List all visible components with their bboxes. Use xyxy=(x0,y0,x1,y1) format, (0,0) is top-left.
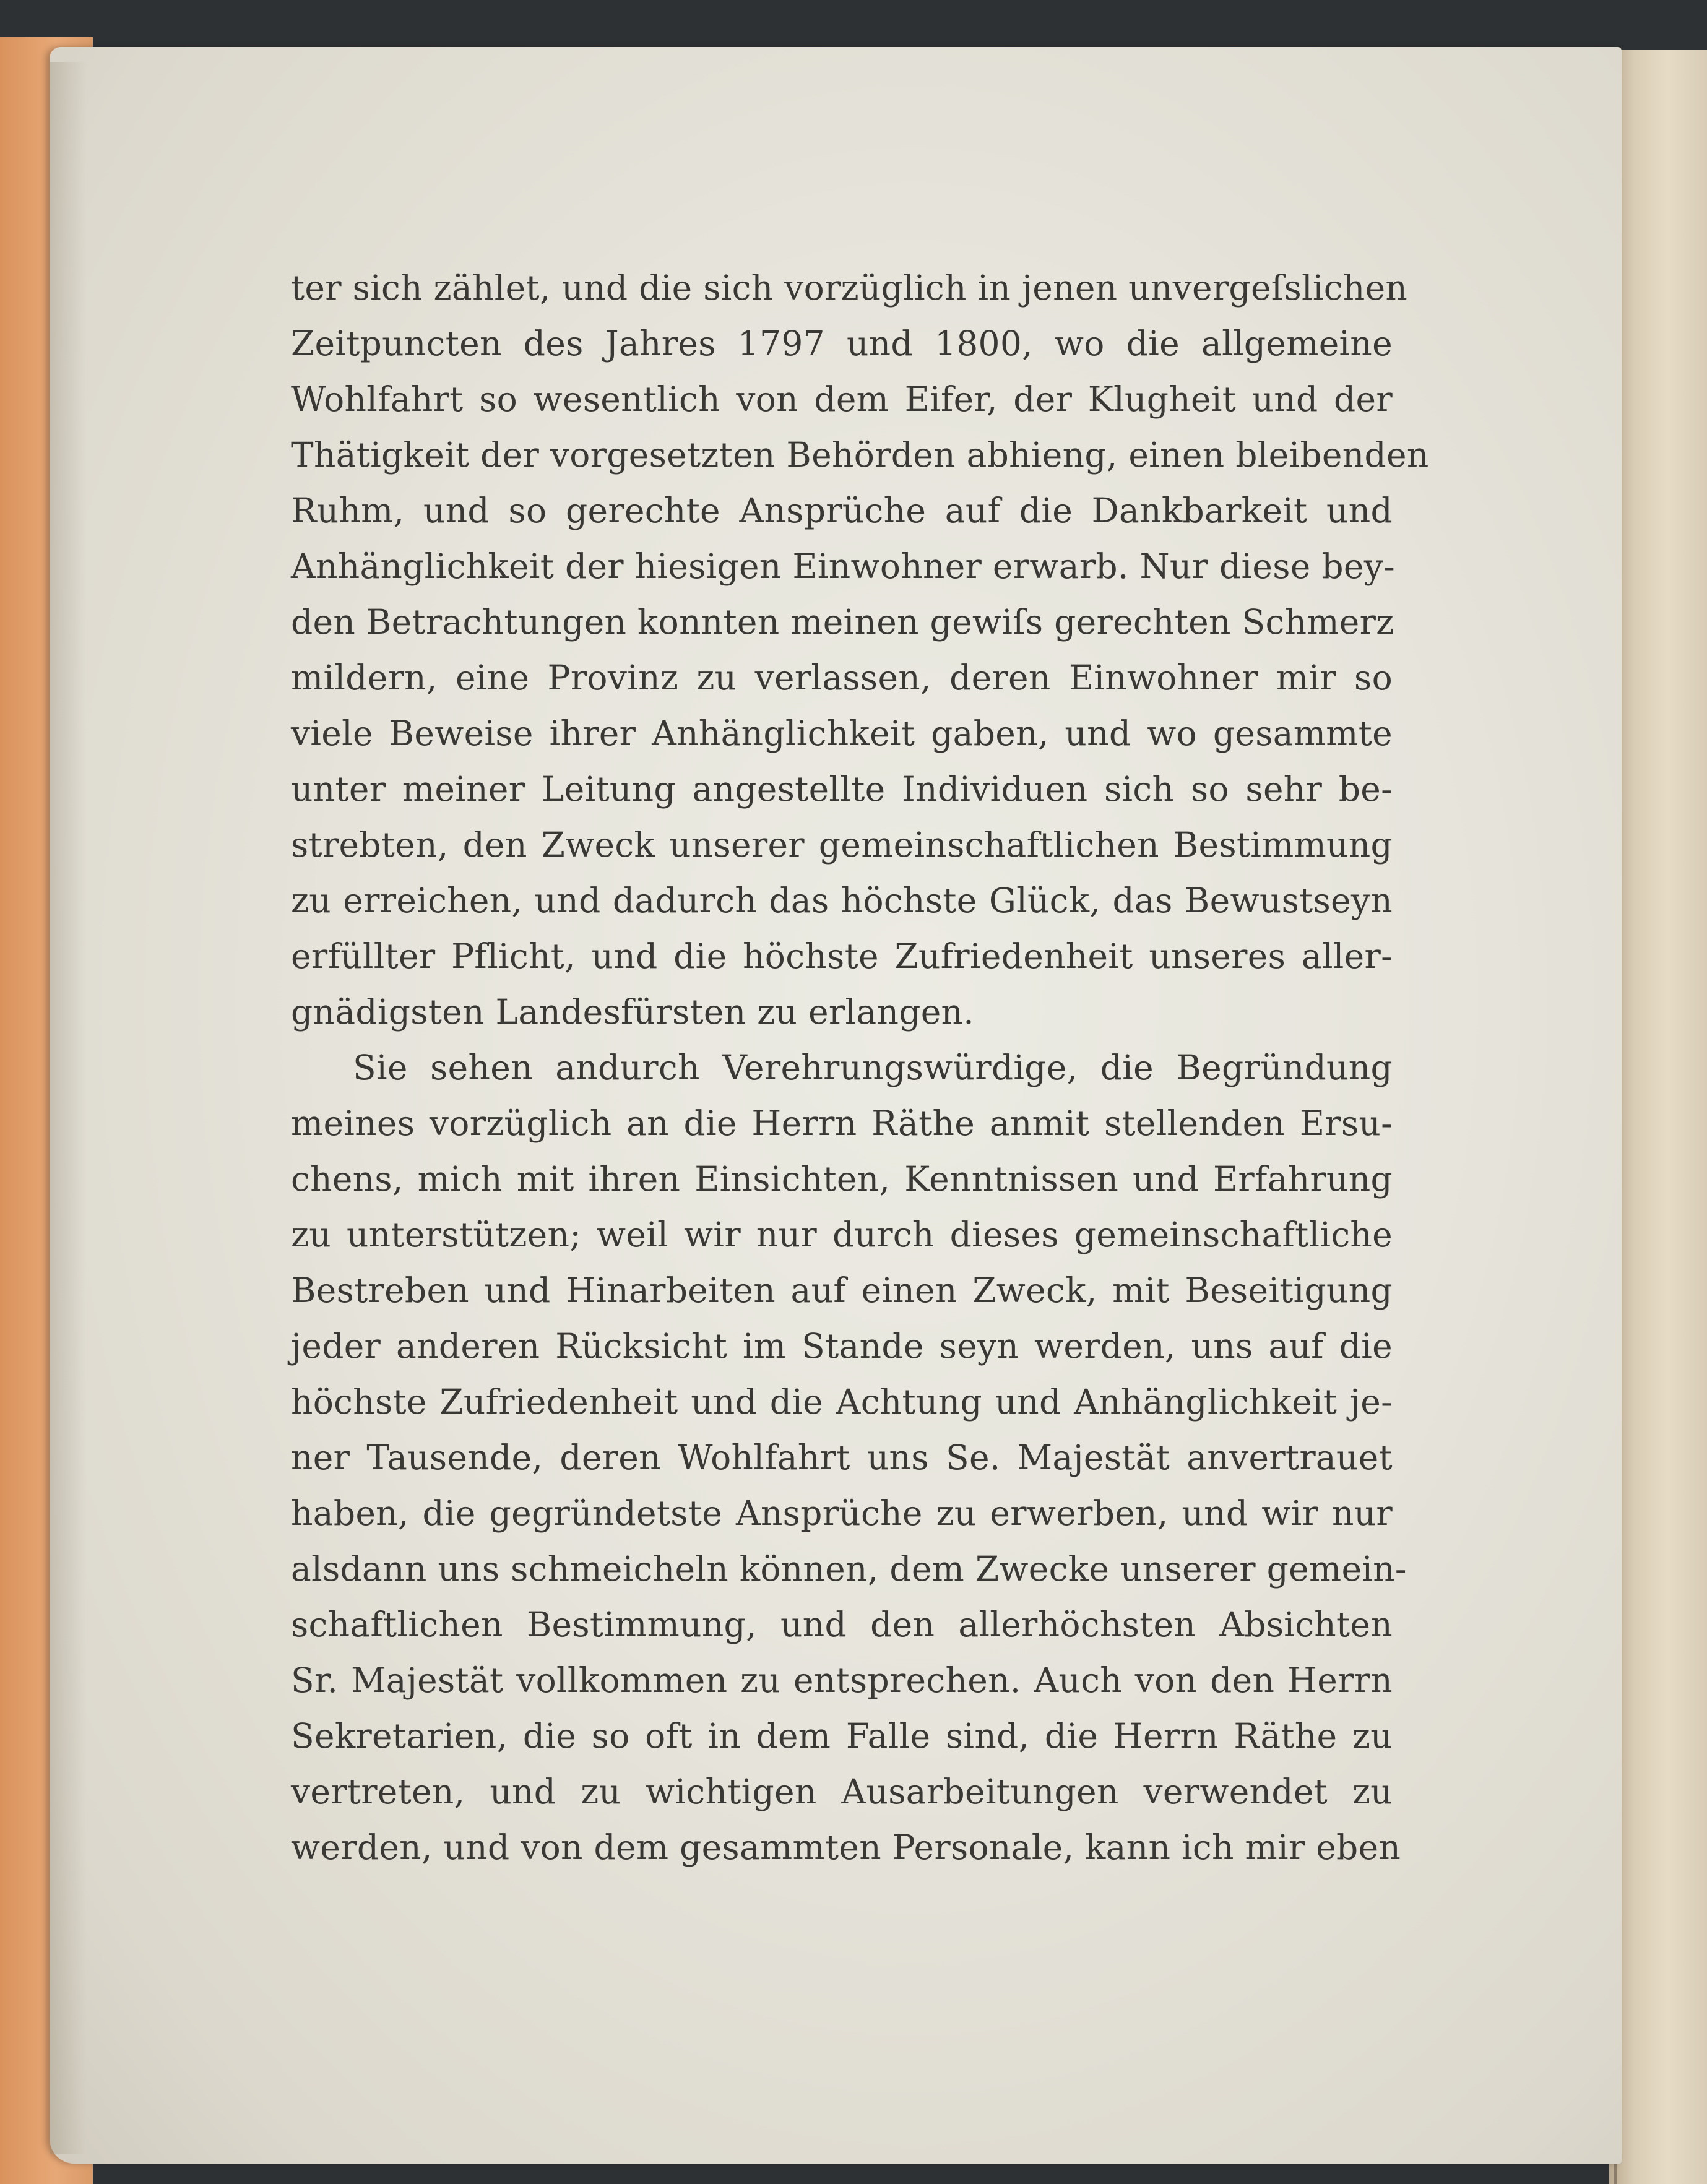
page-body-text xyxy=(291,260,1429,1875)
text-line: Zeitpuncten des Jahres 1797 und 1800, wo die allgemeine xyxy=(291,324,1393,363)
text-line: Bestreben und Hinarbeiten auf einen Zweck, mit Beseitigung xyxy=(291,1271,1393,1310)
text-line: strebten, den Zweck unserer gemeinschaftlichen Bestimmung xyxy=(291,825,1393,865)
text-line: Thätigkeit der vorgesetzten Behörden abhieng, einen bleibenden xyxy=(291,435,1429,475)
page-fold-shadow xyxy=(50,62,87,2154)
text-line: höchste Zufriedenheit und die Achtung und Anhänglichkeit je- xyxy=(291,1382,1393,1422)
text-line: Anhänglichkeit der hiesigen Einwohner erwarb. Nur diese bey- xyxy=(291,546,1396,586)
text-line: mildern, eine Provinz zu verlassen, deren Einwohner mir so xyxy=(291,658,1393,697)
text-line: schaftlichen Bestimmung, und den allerhöchsten Absichten xyxy=(291,1605,1393,1644)
text-line: meines vorzüglich an die Herrn Räthe anmit stellenden Ersu- xyxy=(291,1103,1393,1143)
text-line: unter meiner Leitung angestellte Individuen sich so sehr be- xyxy=(291,769,1393,809)
text-line: vertreten, und zu wichtigen Ausarbeitungen verwendet zu xyxy=(291,1772,1393,1811)
text-line: Sr. Majestät vollkommen zu entsprechen. Auch von den Herrn xyxy=(291,1660,1393,1700)
text-line: den Betrachtungen konnten meinen gewiſs gerechten Schmerz xyxy=(291,602,1394,642)
text-line: jeder anderen Rücksicht im Stande seyn werden, uns auf die xyxy=(291,1326,1393,1366)
text-line: erfüllter Pflicht, und die höchste Zufriedenheit unseres aller- xyxy=(291,936,1393,976)
text-line: Sekretarien, die so oft in dem Falle sind, die Herrn Räthe zu xyxy=(291,1716,1393,1756)
text-line: ter sich zählet, und die sich vorzüglich in jenen unvergeſslichen xyxy=(291,268,1408,308)
text-line: zu erreichen, und dadurch das höchste Glück, das Bewustseyn xyxy=(291,881,1393,920)
text-line: viele Beweise ihrer Anhänglichkeit gaben, und wo gesammte xyxy=(291,714,1393,753)
paragraph-end-line: gnädigsten Landesfürsten zu erlangen. xyxy=(291,992,975,1032)
text-line: chens, mich mit ihren Einsichten, Kenntnissen und Erfahrung xyxy=(291,1159,1393,1199)
text-line: alsdann uns schmeicheln können, dem Zwecke unserer gemein- xyxy=(291,1549,1407,1589)
text-line: Wohlfahrt so wesentlich von dem Eifer, der Klugheit und der xyxy=(291,379,1393,419)
text-line: ner Tausende, deren Wohlfahrt uns Se. Majestät anvertrauet xyxy=(291,1438,1393,1477)
text-line: werden, und von dem gesammten Personale, kann ich mir eben xyxy=(291,1828,1401,1867)
text-line: zu unterstützen; weil wir nur durch dieses gemeinschaftliche xyxy=(291,1215,1393,1254)
text-line: Ruhm, und so gerechte Ansprüche auf die Dankbarkeit und xyxy=(291,491,1393,530)
text-line: haben, die gegründetste Ansprüche zu erwerben, und wir nur xyxy=(291,1493,1393,1533)
paragraph-start-line: Sie sehen andurch Verehrungswürdige, die Begründung xyxy=(353,1048,1393,1087)
adjacent-page-edge xyxy=(1609,50,1707,2184)
